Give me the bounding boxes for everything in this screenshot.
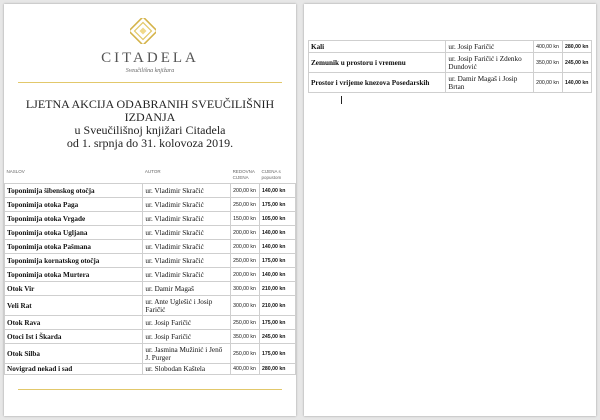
table-row [5, 254, 296, 268]
book-author-cell: ur. Slobodan Kaštela [143, 364, 231, 375]
book-title-cell: Otok Rava [5, 316, 143, 330]
regular-price-cell: 400,00 kn [534, 41, 563, 53]
table-row [309, 53, 592, 73]
book-author-cell: ur. Vladimir Skračić [143, 268, 231, 282]
discount-price-cell: 245,00 kn [260, 330, 296, 344]
table-row [5, 316, 296, 330]
book-title-cell: Prostor i vrijeme knezova Posedarskih [309, 73, 446, 93]
book-author-cell: ur. Damir Magaš [143, 282, 231, 296]
discount-price-cell: 280,00 kn [563, 41, 592, 53]
book-author-cell: ur. Jasmina Mužinić i Jenő J. Purger [143, 344, 231, 364]
regular-price-cell: 300,00 kn [231, 282, 260, 296]
column-header-title: NASLOV [5, 167, 143, 184]
citadela-logo-icon [130, 18, 156, 44]
regular-price-cell: 200,00 kn [231, 226, 260, 240]
column-header-author: AUTOR [143, 167, 231, 184]
book-title-cell: Toponimija otoka Pašmana [5, 240, 143, 254]
book-author-cell: ur. Vladimir Skračić [143, 198, 231, 212]
footer-divider [18, 389, 282, 390]
book-author-cell: ur. Josip Faričić [446, 41, 534, 53]
regular-price-cell: 250,00 kn [231, 198, 260, 212]
brand-name: CITADELA [101, 50, 199, 66]
discount-price-cell: 175,00 kn [260, 344, 296, 364]
discount-price-cell: 140,00 kn [260, 184, 296, 198]
title-line: LJETNA AKCIJA ODABRANIH SVEUČILIŠNIH [25, 97, 275, 111]
book-title-cell: Toponimija kornatskog otočja [5, 254, 143, 268]
regular-price-cell: 200,00 kn [231, 184, 260, 198]
book-author-cell: ur. Vladimir Skračić [143, 254, 231, 268]
book-title-cell: Toponimija otoka Murtera [5, 268, 143, 282]
table-row [309, 41, 592, 53]
title-line: IZDANJA [124, 110, 176, 124]
column-header-regular-price: REDOVNA CIJENA [231, 167, 260, 184]
document-title [24, 98, 276, 150]
brand-tagline: Sveučilišna knjižara [125, 68, 175, 74]
title-line: od 1. srpnja do 31. kolovoza 2019. [66, 136, 234, 150]
discount-price-cell: 140,00 kn [260, 226, 296, 240]
book-title-cell: Kali [309, 41, 446, 53]
text-cursor [341, 96, 342, 104]
document-page-1 [4, 4, 296, 416]
table-row [309, 73, 592, 93]
book-author-cell: ur. Damir Magaš i Josip Brtan [446, 73, 534, 93]
book-author-cell: ur. Josip Faričić i Zdenko Dundović [446, 53, 534, 73]
table-row [5, 330, 296, 344]
book-title-cell: Otoci Ist i Škarda [5, 330, 143, 344]
table-row [5, 212, 296, 226]
regular-price-cell: 250,00 kn [231, 316, 260, 330]
discount-price-cell: 210,00 kn [260, 282, 296, 296]
table-row [5, 184, 296, 198]
discount-price-cell: 175,00 kn [260, 198, 296, 212]
book-author-cell: ur. Ante Uglešić i Josip Faričić [143, 296, 231, 316]
title-line: u Sveučilišnoj knjižari Citadela [74, 123, 226, 137]
regular-price-cell: 200,00 kn [231, 268, 260, 282]
book-title-cell: Toponimija otoka Vrgade [5, 212, 143, 226]
regular-price-cell: 350,00 kn [534, 53, 563, 73]
book-author-cell: ur. Vladimir Skračić [143, 184, 231, 198]
discount-price-cell: 245,00 kn [563, 53, 592, 73]
regular-price-cell: 400,00 kn [231, 364, 260, 375]
discount-price-cell: 175,00 kn [260, 316, 296, 330]
regular-price-cell: 300,00 kn [231, 296, 260, 316]
book-author-cell: ur. Vladimir Skračić [143, 240, 231, 254]
book-price-table [4, 167, 296, 375]
book-author-cell: ur. Josip Faričić [143, 330, 231, 344]
discount-price-cell: 140,00 kn [260, 240, 296, 254]
document-page-2 [304, 4, 596, 416]
table-row [5, 268, 296, 282]
book-title-cell: Otok Silba [5, 344, 143, 364]
table-row [5, 226, 296, 240]
book-title-cell: Toponimija otoka Paga [5, 198, 143, 212]
discount-price-cell: 210,00 kn [260, 296, 296, 316]
book-title-cell: Novigrad nekad i sad [5, 364, 143, 375]
book-author-cell: ur. Vladimir Skračić [143, 212, 231, 226]
table-row [5, 198, 296, 212]
book-title-cell: Toponimija šibenskog otočja [5, 184, 143, 198]
regular-price-cell: 250,00 kn [231, 254, 260, 268]
regular-price-cell: 150,00 kn [231, 212, 260, 226]
book-title-cell: Zemunik u prostoru i vremenu [309, 53, 446, 73]
regular-price-cell: 350,00 kn [231, 330, 260, 344]
discount-price-cell: 140,00 kn [563, 73, 592, 93]
regular-price-cell: 250,00 kn [231, 344, 260, 364]
discount-price-cell: 140,00 kn [260, 268, 296, 282]
book-title-cell: Toponimija otoka Ugljana [5, 226, 143, 240]
table-row [5, 240, 296, 254]
header-divider [18, 82, 282, 83]
book-title-cell: Otok Vir [5, 282, 143, 296]
regular-price-cell: 200,00 kn [534, 73, 563, 93]
table-row [5, 296, 296, 316]
book-price-table-continued [308, 40, 592, 93]
discount-price-cell: 175,00 kn [260, 254, 296, 268]
table-row [5, 364, 296, 375]
book-author-cell: ur. Vladimir Skračić [143, 226, 231, 240]
regular-price-cell: 200,00 kn [231, 240, 260, 254]
table-row [5, 344, 296, 364]
book-author-cell: ur. Josip Faričić [143, 316, 231, 330]
discount-price-cell: 280,00 kn [260, 364, 296, 375]
discount-price-cell: 105,00 kn [260, 212, 296, 226]
table-row [5, 282, 296, 296]
book-title-cell: Veli Rat [5, 296, 143, 316]
column-header-discount-price: CIJENA s popustom [260, 167, 296, 184]
